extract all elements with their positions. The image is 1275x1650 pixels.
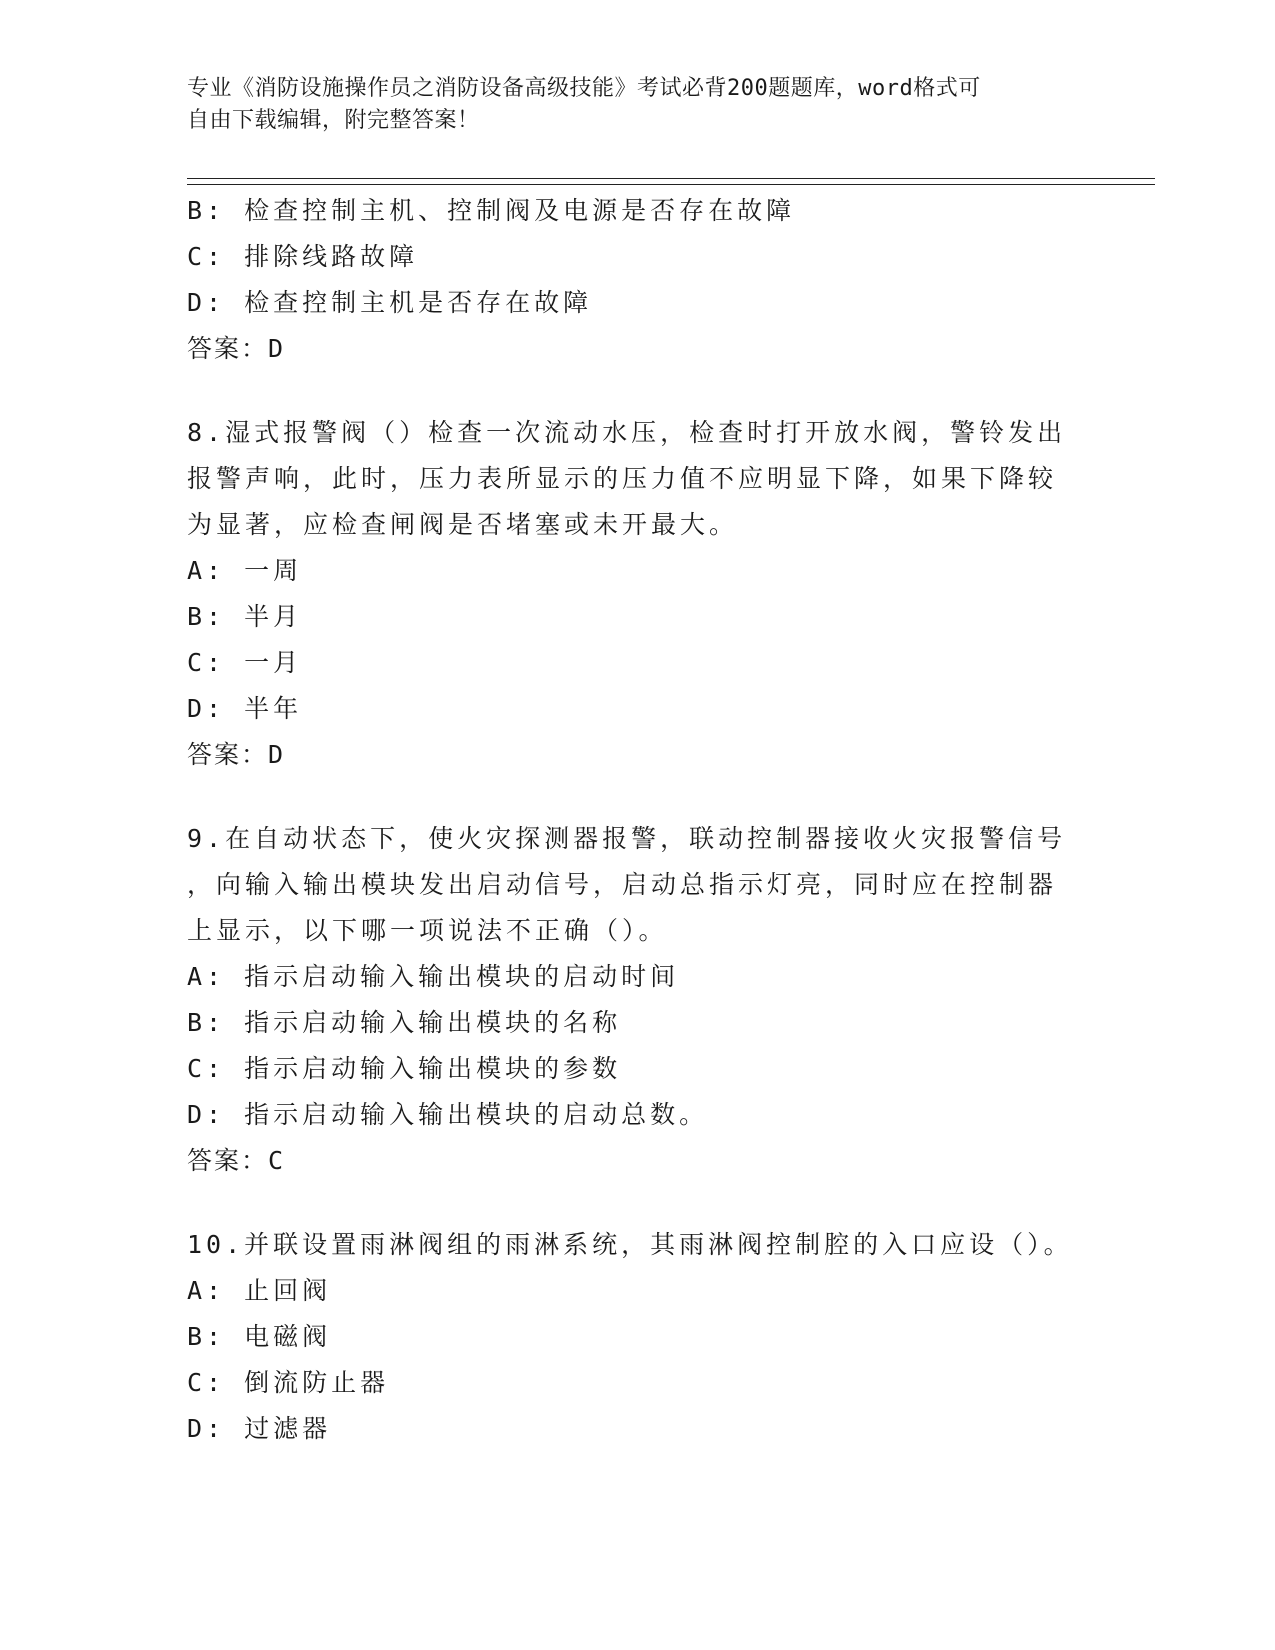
- option-text: 倒流防止器: [244, 1368, 390, 1397]
- option-label: D:: [187, 1100, 226, 1129]
- option-label: C:: [187, 1368, 226, 1397]
- option-text: 检查控制主机、控制阀及电源是否存在故障: [244, 196, 796, 225]
- option-text: 指示启动输入输出模块的名称: [244, 1008, 622, 1037]
- option-label: C:: [187, 648, 226, 677]
- option-a: [187, 1268, 1087, 1314]
- option-text: 指示启动输入输出模块的启动时间: [244, 962, 680, 991]
- question-10: [187, 1222, 1087, 1452]
- question-text-line: 上显示，以下哪一项说法不正确（）。: [187, 916, 668, 945]
- question-list: [187, 188, 1087, 1452]
- option-label: D:: [187, 694, 226, 723]
- question-9: [187, 816, 1087, 1184]
- option-label: D:: [187, 288, 226, 317]
- question-text-line: 9.在自动状态下，使火灾探测器报警，联动控制器接收火灾报警信号: [187, 824, 1067, 853]
- option-label: A:: [187, 1276, 226, 1305]
- option-a: [187, 954, 1087, 1000]
- question-text-line: 报警声响，此时，压力表所显示的压力值不应明显下降，如果下降较: [187, 464, 1058, 493]
- option-label: B:: [187, 1008, 226, 1037]
- option-label: C:: [187, 242, 226, 271]
- option-a: [187, 548, 1087, 594]
- option-text: 一月: [244, 648, 303, 677]
- option-label: A:: [187, 556, 226, 585]
- header-title-line-1: 专业《消防设施操作员之消防设备高级技能》考试必背200题题库，word格式可: [187, 76, 981, 101]
- option-c: [187, 234, 1087, 280]
- option-text: 一周: [244, 556, 303, 585]
- option-text: 半月: [244, 602, 303, 631]
- option-text: 指示启动输入输出模块的参数: [244, 1054, 622, 1083]
- option-text: 半年: [244, 694, 303, 723]
- option-text: 排除线路故障: [244, 242, 419, 271]
- header-divider-top: [187, 178, 1155, 179]
- option-text: 检查控制主机是否存在故障: [244, 288, 593, 317]
- header-title-line-2: 自由下载编辑，附完整答案！: [187, 108, 480, 133]
- option-label: B:: [187, 1322, 226, 1351]
- option-text: 电磁阀: [244, 1322, 332, 1351]
- option-text: 指示启动输入输出模块的启动总数。: [244, 1100, 709, 1129]
- answer-line: 答案：D: [187, 740, 286, 769]
- option-label: D:: [187, 1414, 226, 1443]
- header-divider-bottom: [187, 184, 1155, 185]
- answer-line: 答案：C: [187, 1146, 286, 1175]
- option-label: B:: [187, 602, 226, 631]
- question-8: [187, 410, 1087, 778]
- option-d: [187, 1406, 1087, 1452]
- option-label: C:: [187, 1054, 226, 1083]
- question-text-line: 10.并联设置雨淋阀组的雨淋系统，其雨淋阀控制腔的入口应设（）。: [187, 1230, 1073, 1259]
- option-d: [187, 280, 1087, 326]
- option-label: A:: [187, 962, 226, 991]
- option-b: [187, 594, 1087, 640]
- question-text-line: ，向输入输出模块发出启动信号，启动总指示灯亮，同时应在控制器: [187, 870, 1058, 899]
- option-d: [187, 1092, 1087, 1138]
- question-text-line: 为显著，应检查闸阀是否堵塞或未开最大。: [187, 510, 739, 539]
- option-c: [187, 640, 1087, 686]
- document-header: [187, 73, 1067, 137]
- option-c: [187, 1046, 1087, 1092]
- option-label: B:: [187, 196, 226, 225]
- option-text: 过滤器: [244, 1414, 332, 1443]
- option-d: [187, 686, 1087, 732]
- question-7-tail: [187, 188, 1087, 372]
- question-text-line: 8.湿式报警阀（）检查一次流动水压，检查时打开放水阀，警铃发出: [187, 418, 1067, 447]
- option-c: [187, 1360, 1087, 1406]
- option-b: [187, 188, 1087, 234]
- option-b: [187, 1000, 1087, 1046]
- option-text: 止回阀: [244, 1276, 332, 1305]
- answer-line: 答案：D: [187, 334, 286, 363]
- option-b: [187, 1314, 1087, 1360]
